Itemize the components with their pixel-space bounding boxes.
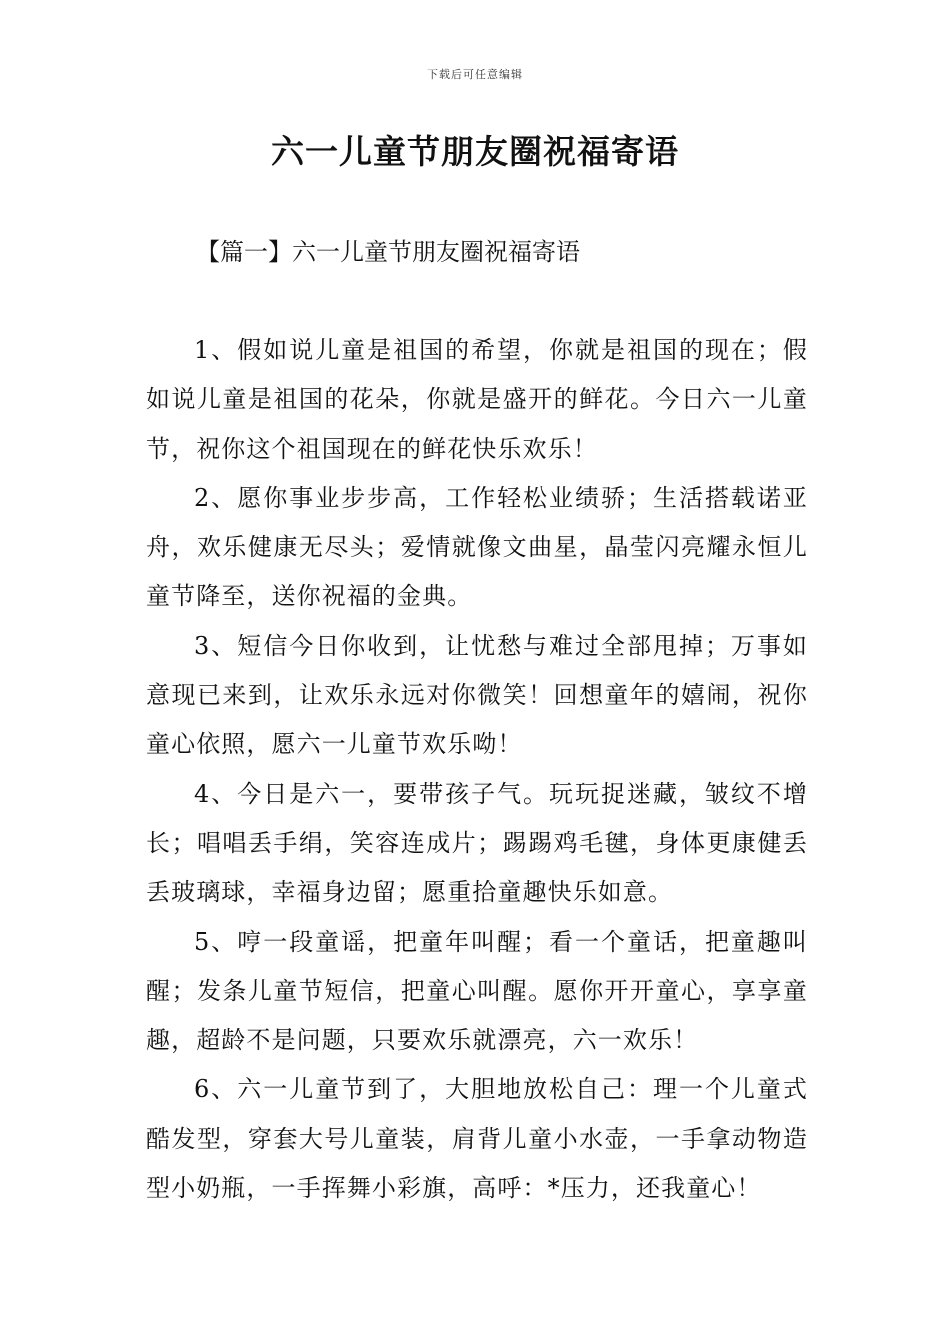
paragraph-6: 6、六一儿童节到了，大胆地放松自己：理一个儿童式酷发型，穿套大号儿童装，肩背儿童小水壶，一手拿动物造型小奶瓶，一手挥舞小彩旗，高呼：*压力，还我童心！ — [146, 1075, 808, 1203]
paragraph-2: 2、愿你事业步步高，工作轻松业绩骄；生活搭载诺亚舟，欢乐健康无尽头；爱情就像文曲星，晶莹闪亮耀永恒儿童节降至，送你祝福的金典。 — [146, 483, 808, 611]
paragraph-4: 4、今日是六一，要带孩子气。玩玩捉迷藏，皱纹不增长；唱唱丢手绢，笑容连成片；踢踢鸡毛毽，身体更康健丢丢玻璃球，幸福身边留；愿重拾童趣快乐如意。 — [146, 779, 808, 907]
header-note: 下载后可任意编辑 — [427, 68, 523, 81]
paragraph-5: 5、哼一段童谣，把童年叫醒；看一个童话，把童趣叫醒；发条儿童节短信，把童心叫醒。愿你开开童心，享享童趣，超龄不是问题，只要欢乐就漂亮，六一欢乐！ — [146, 927, 808, 1055]
body-text — [146, 326, 808, 1213]
paragraph-3: 3、短信今日你收到，让忧愁与难过全部甩掉；万事如意现已来到，让欢乐永远对你微笑！回想童年的嬉闹，祝你童心依照，愿六一儿童节欢乐呦！ — [146, 631, 808, 759]
paragraph-1: 1、假如说儿童是祖国的希望，你就是祖国的现在；假如说儿童是祖国的花朵，你就是盛开的鲜花。今日六一儿童节，祝你这个祖国现在的鲜花快乐欢乐！ — [146, 336, 808, 463]
document-title: 六一儿童节朋友圈祝福寄语 — [271, 132, 679, 171]
section-heading: 【篇一】六一儿童节朋友圈祝福寄语 — [196, 238, 580, 266]
